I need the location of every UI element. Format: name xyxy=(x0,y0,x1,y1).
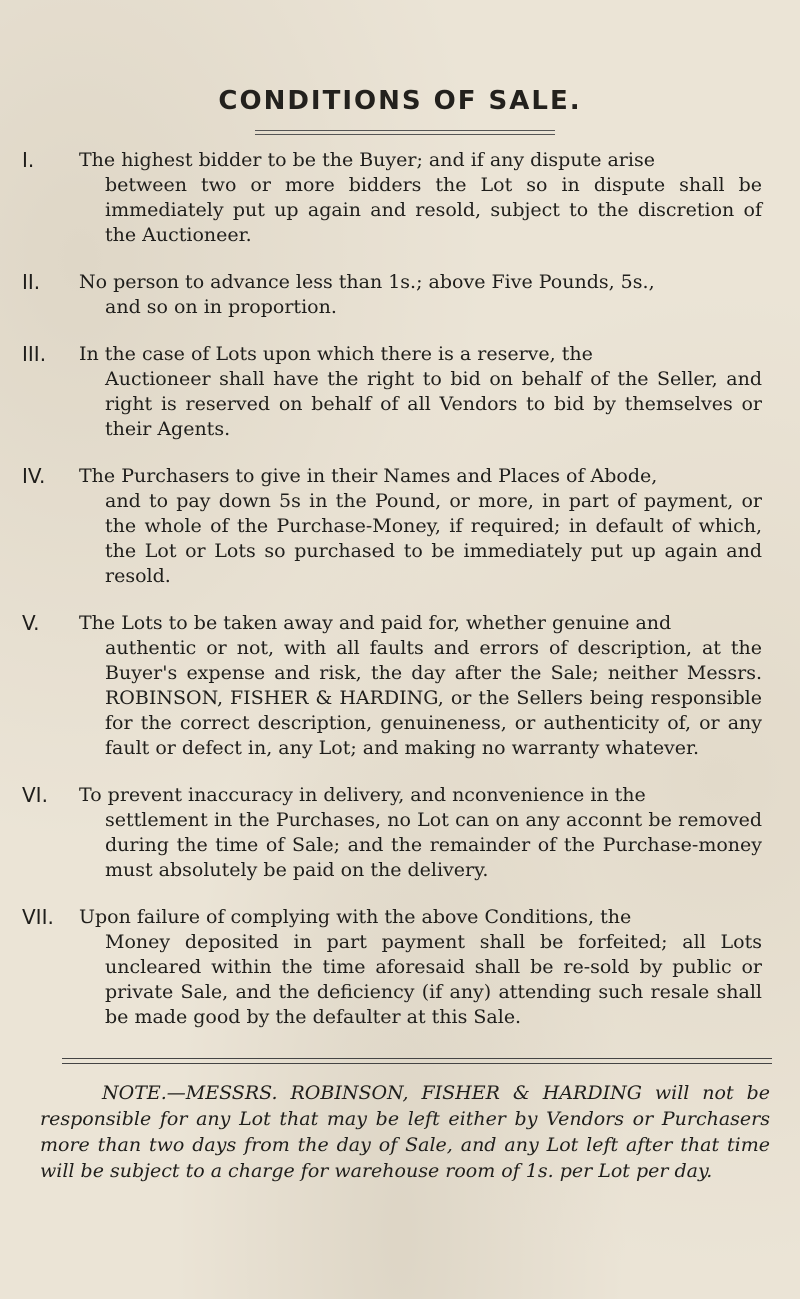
condition-body: Money deposited in part payment shall be forfeited; all Lots uncleared within the time aforesaid shall be re-sold by public or private Sale, and the deficiency (if any) attending such resale shall be made good by the defaulter at this Sale. xyxy=(105,931,762,1028)
condition-body: and so on in proportion. xyxy=(105,296,337,318)
condition-number: III. xyxy=(22,342,47,366)
condition-body: Auctioneer shall have the right to bid on behalf of the Seller, and right is reserved on behalf of all Vendors to bid by themselves or their Agents. xyxy=(105,368,762,440)
condition-item xyxy=(22,783,762,883)
condition-number: VII. xyxy=(22,905,54,929)
note-label: NOTE. xyxy=(102,1082,167,1104)
page-title: CONDITIONS OF SALE. xyxy=(218,86,582,116)
condition-number: VI. xyxy=(22,783,48,807)
condition-item xyxy=(22,905,762,1030)
condition-text xyxy=(79,464,762,589)
condition-item xyxy=(22,148,762,248)
note-text: —MESSRS. ROBINSON, FISHER & HARDING will not be responsible for any Lot that may be left either by Vendors or Purchasers more than two days from the day of Sale, and any Lot left after that time will be subject to a charge for warehouse room of 1s. per Lot per day. xyxy=(40,1082,770,1182)
condition-lead: The Purchasers to give in their Names and Places of Abode, xyxy=(79,465,658,487)
section-divider xyxy=(62,1058,772,1064)
condition-item xyxy=(22,342,762,442)
condition-number: V. xyxy=(22,611,40,635)
condition-body: and to pay down 5s in the Pound, or more, in part of payment, or the whole of the Purchase-Money, if required; in default of which, the Lot or Lots so purchased to be immediately put up again and resold. xyxy=(105,490,762,587)
condition-text xyxy=(79,905,762,1030)
title-underline xyxy=(255,130,555,135)
condition-number: II. xyxy=(22,270,41,294)
condition-lead: The Lots to be taken away and paid for, whether genuine and xyxy=(79,612,672,634)
condition-item xyxy=(22,611,762,761)
condition-text xyxy=(79,270,762,320)
condition-item xyxy=(22,270,762,320)
condition-body: authentic or not, with all faults and errors of description, at the Buyer's expense and risk, the day after the Sale; neither Messrs. ROBINSON, FISHER & HARDING, or the Sellers being responsible for the correct description, genuineness, or authenticity of, or any fault or defect in, any Lot; and making no warranty whatever. xyxy=(105,637,762,759)
condition-lead: No person to advance less than 1s.; above Five Pounds, 5s., xyxy=(79,271,655,293)
condition-number: I. xyxy=(22,148,35,172)
note-paragraph xyxy=(40,1080,770,1184)
condition-item xyxy=(22,464,762,589)
condition-lead: To prevent inaccuracy in delivery, and nconvenience in the xyxy=(79,784,646,806)
condition-lead: In the case of Lots upon which there is a reserve, the xyxy=(79,343,593,365)
condition-text xyxy=(79,611,762,761)
condition-lead: The highest bidder to be the Buyer; and if any dispute arise xyxy=(79,149,655,171)
condition-text xyxy=(79,783,762,883)
condition-body: between two or more bidders the Lot so in dispute shall be immediately put up again and resold, subject to the discretion of the Auctioneer. xyxy=(105,174,762,246)
condition-number: IV. xyxy=(22,464,46,488)
conditions-list xyxy=(22,148,762,1052)
condition-lead: Upon failure of complying with the above Conditions, the xyxy=(79,906,632,928)
condition-text xyxy=(79,148,762,248)
condition-body: settlement in the Purchases, no Lot can on any acconnt be removed during the time of Sale; and the remainder of the Purchase-money must absolutely be paid on the delivery. xyxy=(105,809,762,881)
condition-text xyxy=(79,342,762,442)
